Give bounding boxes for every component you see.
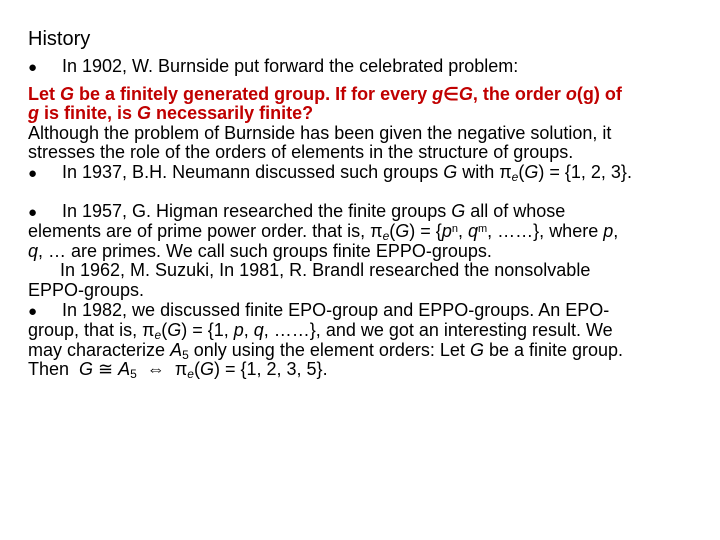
- bullet-icon: ●: [28, 164, 38, 182]
- paragraph-negative-solution: Although the problem of Burnside has been given the negative solution, it stresses the role of the orders of elements in the structure of groups.: [28, 122, 612, 163]
- burnside-problem: [28, 85, 692, 124]
- paragraph-1902: ● In 1902, W. Burnside put forward the celebrated problem:: [28, 56, 519, 76]
- spacer: [28, 184, 692, 202]
- bullet-icon: ●: [28, 203, 38, 221]
- paragraph-1982: ● In 1982, we discussed finite EPO-group and EPPO-groups. An EPO- group, that is, $\pi_e(G) = \{1$, p, q, ……}, and we got an interesting result. We may characterize $A_5$ only using the element orders: Let G be a finite group. Then G ≅ $A_5$ ⇔ $\pi_e(G) = \{1$, 2, 3, 5}.: [28, 301, 692, 380]
- bullet-icon: ●: [28, 59, 38, 76]
- slide-content: [28, 28, 692, 380]
- problem-line-1: Let G be a finitely generated group. If for every g∈G, the order o(g) of: [28, 83, 622, 104]
- slide-title: History: [28, 28, 91, 50]
- problem-line-2: g is finite, is G necessarily finite?: [28, 103, 314, 124]
- a5-characterization: Then G ≅ $A_5$ ⇔ $\pi_e(G) = \{1$, 2, 3, 5}.: [28, 359, 328, 382]
- paragraph-1962-1981: In 1962, M. Suzuki, In 1981, R. Brandl researched the nonsolvable EPPO-groups.: [28, 260, 591, 300]
- bullet-icon: ●: [28, 302, 38, 320]
- paragraph-1937: ● In 1937, B.H. Neumann discussed such groups G with $\pi_e(G) = \{1$, 2, 3}.: [28, 161, 632, 184]
- paragraph-1957: ● In 1957, G. Higman researched the finite groups G all of whose elements are of prime power order. that is, $\pi_e(G) = \{p^n$, $q^m$, ……}, where p, q, … are primes. We call such groups finite EPPO-groups.: [28, 200, 619, 261]
